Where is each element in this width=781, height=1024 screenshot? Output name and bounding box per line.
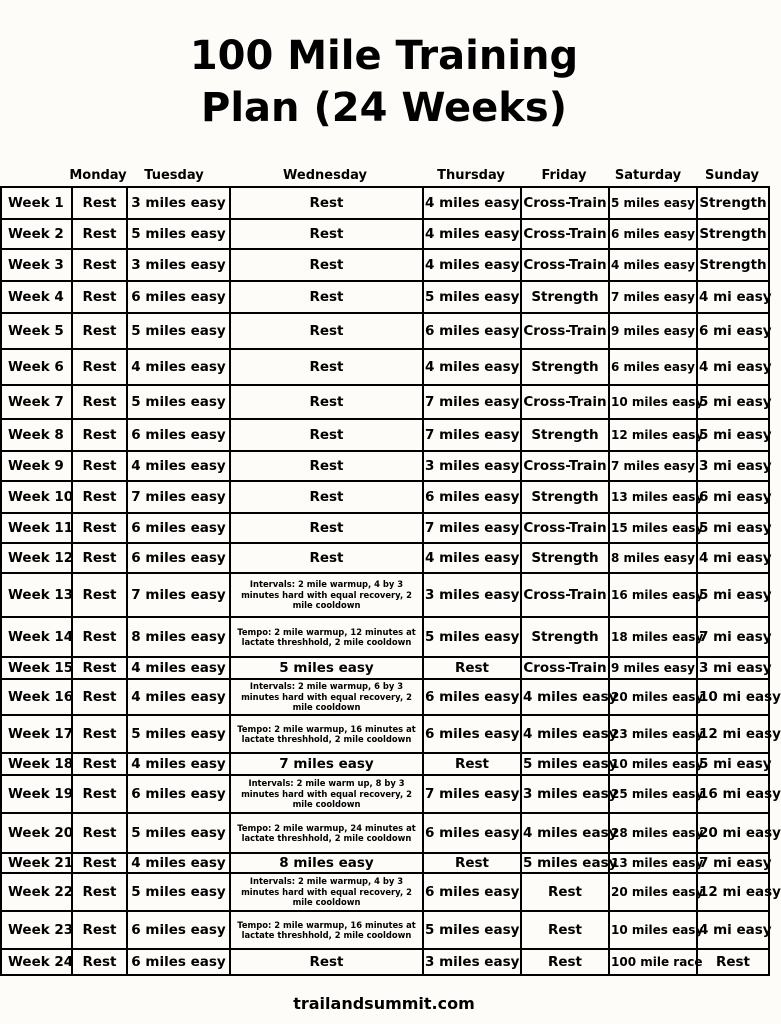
tuesday-cell: 4 miles easy [127, 657, 230, 679]
monday-cell: Rest [72, 573, 127, 617]
week-label: Week 21 [1, 853, 72, 873]
week-label: Week 18 [1, 753, 72, 775]
table-row [1, 813, 769, 853]
sunday-cell: 5 mi easy [697, 419, 769, 451]
tuesday-cell: 4 miles easy [127, 853, 230, 873]
tuesday-cell: 4 miles easy [127, 679, 230, 715]
thursday-cell: 7 miles easy [423, 775, 521, 813]
friday-cell: Rest [521, 911, 609, 949]
friday-cell: Cross-Train [521, 451, 609, 481]
tuesday-cell: 6 miles easy [127, 775, 230, 813]
table-row [1, 349, 769, 385]
sunday-cell: Strength [697, 219, 769, 249]
header-tuesday: Tuesday [144, 168, 204, 183]
table-row [1, 949, 769, 975]
table-row [1, 385, 769, 419]
title-line-2: Plan (24 Weeks) [201, 85, 567, 131]
saturday-cell: 10 miles easy [609, 911, 697, 949]
table-row [1, 481, 769, 513]
thursday-cell: 3 miles easy [423, 949, 521, 975]
tuesday-cell: 7 miles easy [127, 481, 230, 513]
saturday-cell: 4 miles easy [609, 249, 697, 281]
table-row [1, 219, 769, 249]
friday-cell: Cross-Train [521, 513, 609, 543]
monday-cell: Rest [72, 481, 127, 513]
wednesday-cell: Rest [230, 313, 423, 349]
sunday-cell: 10 mi easy [697, 679, 769, 715]
tuesday-cell: 6 miles easy [127, 543, 230, 573]
monday-cell: Rest [72, 873, 127, 911]
sunday-cell: 7 mi easy [699, 855, 772, 871]
monday-cell: Rest [72, 853, 127, 873]
thursday-cell: 4 miles easy [423, 187, 521, 219]
saturday-cell: 7 miles easy [609, 281, 697, 313]
sunday-cell: 6 mi easy [697, 481, 769, 513]
tuesday-cell: 5 miles easy [127, 385, 230, 419]
monday-cell: Rest [72, 249, 127, 281]
monday-cell: Rest [72, 349, 127, 385]
saturday-cell: 9 miles easy [609, 657, 697, 679]
wednesday-cell: 5 miles easy [230, 657, 423, 679]
tuesday-cell: 3 miles easy [127, 187, 230, 219]
wednesday-cell: Intervals: 2 mile warmup, 4 by 3 minutes hard with equal recovery, 2 mile cooldown [230, 873, 423, 911]
table-row [1, 187, 769, 219]
title-line-1: 100 Mile Training [189, 33, 579, 79]
friday-cell: 3 miles easy [521, 775, 609, 813]
sunday-cell: 4 mi easy [697, 543, 769, 573]
thursday-cell: 5 miles easy [423, 911, 521, 949]
thursday-cell: Rest [423, 853, 521, 873]
table-body [1, 187, 781, 975]
friday-cell: Cross-Train [521, 187, 609, 219]
sunday-cell: 5 mi easy [697, 385, 769, 419]
friday-cell: 5 miles easy [523, 855, 618, 871]
thursday-cell: 7 miles easy [423, 385, 521, 419]
thursday-cell: 6 miles easy [423, 873, 521, 911]
week-label: Week 13 [1, 573, 72, 617]
monday-cell: Rest [72, 775, 127, 813]
header-saturday: Saturday [614, 168, 682, 183]
week-label: Week 8 [1, 419, 72, 451]
wednesday-cell: Rest [230, 219, 423, 249]
week-label: Week 19 [1, 775, 72, 813]
tuesday-cell: 5 miles easy [127, 219, 230, 249]
monday-cell: Rest [72, 715, 127, 753]
monday-cell: Rest [72, 187, 127, 219]
table-row [1, 679, 769, 715]
week-label: Week 5 [1, 313, 72, 349]
wednesday-cell: Rest [230, 281, 423, 313]
saturday-cell: 18 miles easy [609, 617, 697, 657]
saturday-cell: 7 miles easy [609, 451, 697, 481]
monday-cell: Rest [72, 543, 127, 573]
week-label: Week 12 [1, 543, 72, 573]
table-row [1, 451, 769, 481]
week-label: Week 15 [1, 657, 72, 679]
table-row [1, 281, 769, 313]
tuesday-cell: 6 miles easy [127, 419, 230, 451]
thursday-cell: 4 miles easy [423, 219, 521, 249]
wednesday-cell: Rest [230, 349, 423, 385]
thursday-cell: 5 miles easy [423, 281, 521, 313]
saturday-cell: 25 miles easy [609, 775, 697, 813]
friday-cell: 4 miles easy [521, 679, 609, 715]
tuesday-cell: 4 miles easy [127, 451, 230, 481]
tuesday-cell: 7 miles easy [127, 573, 230, 617]
saturday-cell: 6 miles easy [609, 349, 697, 385]
friday-cell: Cross-Train [521, 249, 609, 281]
header-monday: Monday [69, 168, 127, 183]
monday-cell: Rest [72, 313, 127, 349]
tuesday-cell: 6 miles easy [127, 513, 230, 543]
wednesday-cell: Tempo: 2 mile warmup, 16 minutes at lactate threshhold, 2 mile cooldown [230, 715, 423, 753]
friday-cell: Cross-Train [521, 573, 609, 617]
thursday-cell: 4 miles easy [423, 249, 521, 281]
friday-cell: Strength [521, 617, 609, 657]
week-label: Week 9 [1, 451, 72, 481]
monday-cell: Rest [72, 949, 127, 975]
friday-cell: 5 miles easy [521, 753, 609, 775]
table-row [1, 313, 769, 349]
week-label: Week 3 [1, 249, 72, 281]
week-label: Week 23 [1, 911, 72, 949]
tuesday-cell: 3 miles easy [127, 249, 230, 281]
friday-cell: Cross-Train [521, 219, 609, 249]
table-row [1, 911, 769, 949]
friday-cell: Cross-Train [521, 313, 609, 349]
friday-cell: Strength [521, 543, 609, 573]
monday-cell: Rest [72, 451, 127, 481]
sunday-cell: 5 mi easy [697, 753, 769, 775]
friday-cell: 4 miles easy [521, 715, 609, 753]
sunday-cell: 3 mi easy [697, 451, 769, 481]
friday-cell: Rest [521, 873, 609, 911]
thursday-cell: 6 miles easy [423, 481, 521, 513]
week-label: Week 1 [1, 187, 72, 219]
friday-cell: Strength [521, 419, 609, 451]
sunday-cell: Strength [697, 187, 769, 219]
header-friday: Friday [541, 168, 587, 183]
sunday-cell: 12 mi easy [697, 873, 769, 911]
sunday-cell: 6 mi easy [697, 313, 769, 349]
page-title [0, 30, 768, 134]
thursday-cell: 7 miles easy [423, 513, 521, 543]
wednesday-cell: Rest [230, 543, 423, 573]
table-row [1, 249, 769, 281]
week-label: Week 6 [1, 349, 72, 385]
wednesday-cell: Rest [230, 451, 423, 481]
sunday-cell: 5 mi easy [697, 513, 769, 543]
saturday-cell: 16 miles easy [609, 573, 697, 617]
monday-cell: Rest [72, 385, 127, 419]
wednesday-cell: Intervals: 2 mile warm up, 8 by 3 minutes hard with equal recovery, 2 mile cooldown [230, 775, 423, 813]
saturday-cell: 10 miles easy [609, 385, 697, 419]
header-thursday: Thursday [437, 168, 505, 183]
thursday-cell: Rest [423, 753, 521, 775]
thursday-cell: 4 miles easy [423, 543, 521, 573]
table-row [1, 513, 769, 543]
thursday-cell: Rest [423, 657, 521, 679]
friday-cell: Strength [521, 481, 609, 513]
training-plan-table [0, 186, 781, 976]
table-row [1, 419, 769, 451]
monday-cell: Rest [72, 617, 127, 657]
week-label: Week 14 [1, 617, 72, 657]
week-label: Week 17 [1, 715, 72, 753]
wednesday-cell: Intervals: 2 mile warmup, 4 by 3 minutes hard with equal recovery, 2 mile cooldown [230, 573, 423, 617]
wednesday-cell: 7 miles easy [230, 753, 423, 775]
tuesday-cell: 8 miles easy [127, 617, 230, 657]
wednesday-cell: 8 miles easy [230, 853, 423, 873]
tuesday-cell: 5 miles easy [127, 813, 230, 853]
friday-cell: Cross-Train [521, 657, 609, 679]
saturday-cell: 23 miles easy [609, 715, 697, 753]
friday-cell: Strength [521, 349, 609, 385]
week-label: Week 20 [1, 813, 72, 853]
wednesday-cell: Rest [230, 481, 423, 513]
week-label: Week 11 [1, 513, 72, 543]
sunday-cell: Rest [697, 949, 769, 975]
header-sunday: Sunday [704, 168, 760, 183]
sunday-cell: Strength [697, 249, 769, 281]
wednesday-cell: Rest [230, 949, 423, 975]
monday-cell: Rest [72, 657, 127, 679]
week-label: Week 4 [1, 281, 72, 313]
saturday-cell: 8 miles easy [609, 543, 697, 573]
table-row [1, 853, 769, 873]
wednesday-cell: Intervals: 2 mile warmup, 6 by 3 minutes hard with equal recovery, 2 mile cooldown [230, 679, 423, 715]
wednesday-cell: Rest [230, 513, 423, 543]
friday-cell: Strength [521, 281, 609, 313]
week-label: Week 22 [1, 873, 72, 911]
thursday-cell: 6 miles easy [423, 715, 521, 753]
week-label: Week 2 [1, 219, 72, 249]
wednesday-cell: Rest [230, 249, 423, 281]
tuesday-cell: 5 miles easy [127, 715, 230, 753]
saturday-cell: 15 miles easy [609, 513, 697, 543]
thursday-cell: 6 miles easy [423, 313, 521, 349]
sunday-cell: 4 mi easy [697, 911, 769, 949]
wednesday-cell: Tempo: 2 mile warmup, 16 minutes at lactate threshhold, 2 mile cooldown [230, 911, 423, 949]
tuesday-cell: 6 miles easy [127, 949, 230, 975]
table-row [1, 573, 769, 617]
thursday-cell: 6 miles easy [423, 679, 521, 715]
week-label: Week 16 [1, 679, 72, 715]
wednesday-cell: Rest [230, 419, 423, 451]
table-row [1, 715, 769, 753]
monday-cell: Rest [72, 419, 127, 451]
sunday-cell: 16 mi easy [697, 775, 769, 813]
week-label: Week 7 [1, 385, 72, 419]
friday-cell: Cross-Train [521, 385, 609, 419]
thursday-cell: 5 miles easy [423, 617, 521, 657]
monday-cell: Rest [72, 219, 127, 249]
table-row [1, 543, 769, 573]
saturday-cell: 20 miles easy [609, 873, 697, 911]
monday-cell: Rest [72, 753, 127, 775]
monday-cell: Rest [72, 813, 127, 853]
table-row [1, 873, 769, 911]
sunday-cell: 4 mi easy [697, 349, 769, 385]
thursday-cell: 3 miles easy [423, 573, 521, 617]
thursday-cell: 3 miles easy [423, 451, 521, 481]
saturday-cell: 9 miles easy [609, 313, 697, 349]
wednesday-cell: Rest [230, 187, 423, 219]
tuesday-cell: 5 miles easy [127, 873, 230, 911]
wednesday-cell: Rest [230, 385, 423, 419]
saturday-cell: 10 miles easy [609, 753, 697, 775]
thursday-cell: 4 miles easy [423, 349, 521, 385]
saturday-cell: 28 miles easy [609, 813, 697, 853]
friday-cell: 4 miles easy [521, 813, 609, 853]
saturday-cell: 13 miles easy [609, 481, 697, 513]
table-row [1, 775, 769, 813]
thursday-cell: 6 miles easy [423, 813, 521, 853]
saturday-cell: 100 mile race [609, 949, 697, 975]
table-row [1, 617, 769, 657]
sunday-cell: 20 mi easy [697, 813, 769, 853]
thursday-cell: 7 miles easy [423, 419, 521, 451]
sunday-cell: 12 mi easy [697, 715, 769, 753]
table-row [1, 657, 769, 679]
saturday-cell: 6 miles easy [609, 219, 697, 249]
tuesday-cell: 5 miles easy [127, 313, 230, 349]
sunday-cell: 3 mi easy [697, 657, 769, 679]
wednesday-cell: Tempo: 2 mile warmup, 12 minutes at lactate threshhold, 2 mile cooldown [230, 617, 423, 657]
day-header-row [0, 166, 768, 186]
tuesday-cell: 6 miles easy [127, 281, 230, 313]
saturday-cell: 12 miles easy [609, 419, 697, 451]
tuesday-cell: 6 miles easy [127, 911, 230, 949]
monday-cell: Rest [72, 679, 127, 715]
monday-cell: Rest [72, 513, 127, 543]
wednesday-cell: Tempo: 2 mile warmup, 24 minutes at lactate threshhold, 2 mile cooldown [230, 813, 423, 853]
header-wednesday: Wednesday [283, 168, 367, 183]
footer-site: trailandsummit.com [293, 994, 475, 1013]
tuesday-cell: 4 miles easy [127, 349, 230, 385]
saturday-cell: 13 miles easy [609, 853, 697, 873]
tuesday-cell: 4 miles easy [127, 753, 230, 775]
sunday-cell: 4 mi easy [697, 281, 769, 313]
sunday-cell: 7 mi easy [697, 617, 769, 657]
saturday-cell: 5 miles easy [609, 187, 697, 219]
table-row [1, 753, 769, 775]
friday-cell: Rest [521, 949, 609, 975]
saturday-cell: 20 miles easy [609, 679, 697, 715]
sunday-cell: 5 mi easy [697, 573, 769, 617]
week-label: Week 10 [1, 481, 72, 513]
week-label: Week 24 [1, 949, 72, 975]
monday-cell: Rest [72, 281, 127, 313]
monday-cell: Rest [72, 911, 127, 949]
